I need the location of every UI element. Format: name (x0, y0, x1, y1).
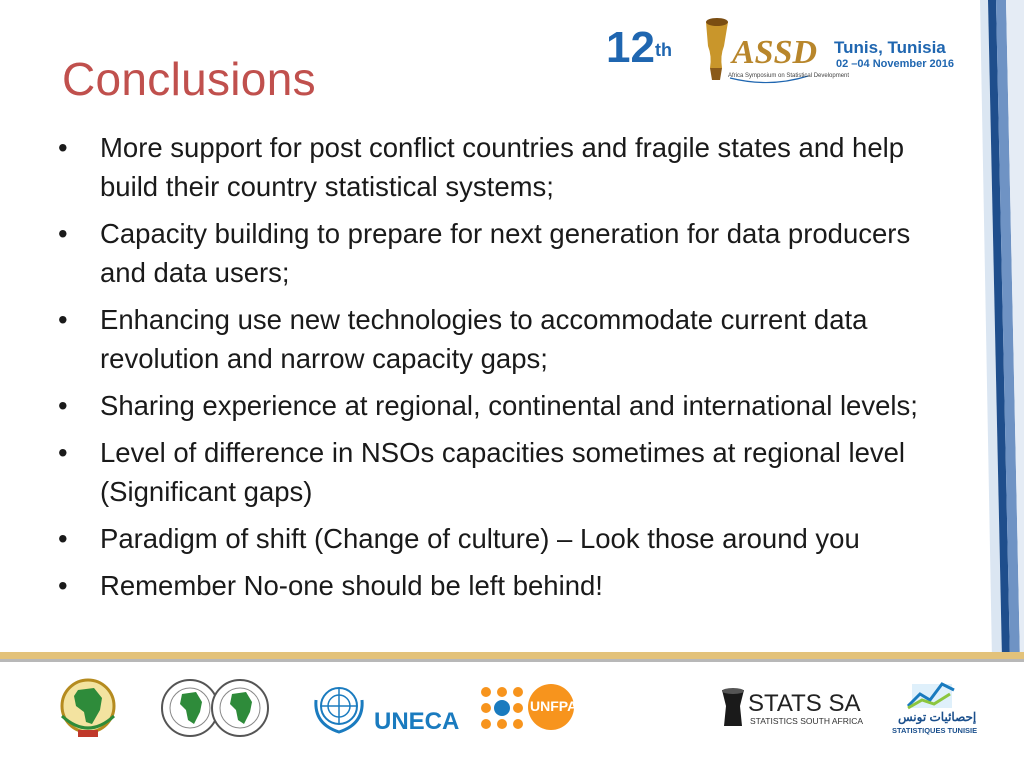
list-item (56, 300, 956, 378)
bullet-icon: • (58, 523, 68, 554)
event-dates: 02 –04 November 2016 (836, 58, 955, 70)
list-item (56, 519, 956, 558)
afdb-seal-icon (160, 672, 270, 744)
statssa-icon (720, 688, 746, 728)
au-emblem-icon (54, 676, 122, 740)
statssa-sublabel: STATISTICS SOUTH AFRICA (750, 716, 864, 726)
assd-logo-text: ASSD (732, 34, 818, 71)
list-item (56, 433, 956, 511)
bullet-icon: • (58, 304, 68, 335)
list-item-text: Capacity building to prepare for next generation for data producers and data users; (100, 218, 911, 288)
bullet-icon: • (58, 390, 68, 421)
statssa-label: STATS SA (748, 690, 861, 717)
bullet-icon: • (58, 570, 68, 601)
list-item-text: Paradigm of shift (Change of culture) – Look those around you (100, 523, 860, 554)
footer-rule (0, 652, 1024, 659)
bullet-icon: • (58, 218, 68, 249)
ins-latin-label: STATISTIQUES TUNISIE (892, 726, 978, 735)
list-item (56, 128, 956, 206)
list-item-text: More support for post conflict countries and fragile states and help build their country statistical systems; (100, 132, 905, 202)
list-item-text: Level of difference in NSOs capacities sometimes at regional level (Significant gaps) (100, 437, 906, 507)
list-item (56, 566, 956, 605)
unfpa-dots-icon (478, 684, 526, 732)
footer-rule-shadow (0, 659, 1024, 662)
bullet-icon: • (58, 132, 68, 163)
un-emblem-icon (310, 680, 368, 736)
list-item (56, 214, 956, 292)
slide-title: Conclusions (62, 53, 316, 105)
event-banner (600, 14, 970, 90)
list-item-text: Enhancing use new technologies to accommodate current data revolution and narrow capacity gaps; (100, 304, 868, 374)
list-item (56, 386, 956, 425)
conclusions-list (56, 128, 956, 613)
decorative-stripes (976, 0, 1024, 660)
assd-logo-subtext: Africa Symposium on Statistical Development (728, 73, 850, 79)
list-item-text: Remember No-one should be left behind! (100, 570, 603, 601)
ins-arabic-label: إحصائيات تونس (898, 710, 977, 724)
unfpa-label: UNFPA (530, 698, 578, 714)
uneca-label: UNECA (374, 708, 460, 735)
list-item-text: Sharing experience at regional, continental and international levels; (100, 390, 918, 421)
ins-tunisie-icon (904, 676, 960, 712)
event-city: Tunis, Tunisia (834, 38, 946, 57)
edition-number: 12th (606, 23, 672, 72)
bullet-icon: • (58, 437, 68, 468)
